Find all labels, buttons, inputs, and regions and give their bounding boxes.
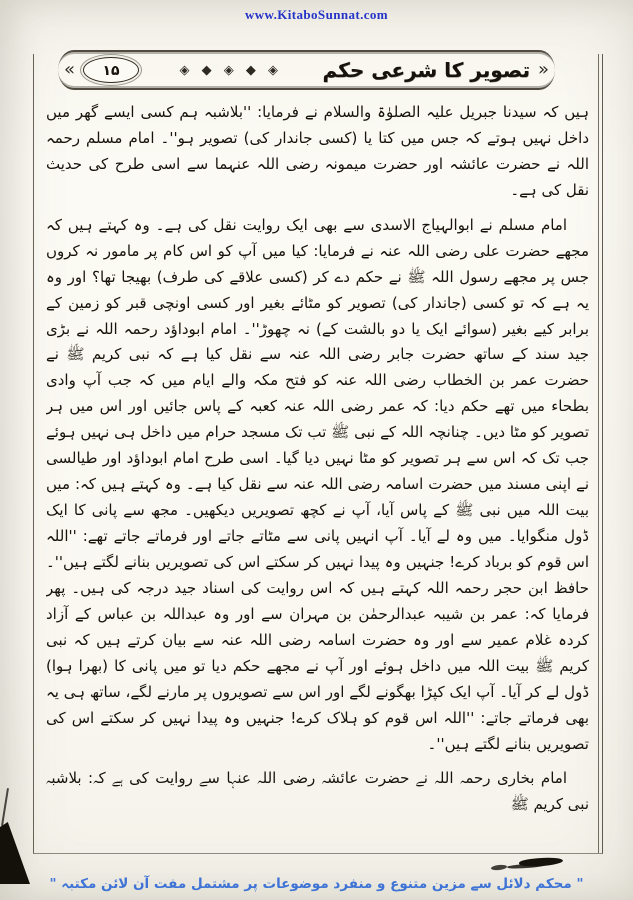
paragraph-bukhari-intro: امام بخاری رحمہ اللہ نے حضرت عائشہ رضی اللہ عنہا سے روایت کی ہے کہ: بلاشبہ نبی کریم ﷺ <box>46 769 589 814</box>
scan-smudge <box>519 856 563 867</box>
floral-ornament-divider: ◈ ◆ ◈ ◆ ◈ <box>179 62 283 78</box>
band-edge-ornament-left: » <box>64 59 76 80</box>
site-url: www.KitaboSunnat.com <box>244 7 389 22</box>
page-number-cartouche <box>83 57 139 83</box>
page-crease-line <box>1 788 9 826</box>
paragraph-hadith-narrations: امام مسلم نے ابوالہیاج الاسدی سے بھی ایک روایت نقل کی ہے۔ وہ کہتے ہیں کہ مجھے حضرت علی رضی اللہ عنہ نے فرمایا: کیا میں آپ کو اس کام پر مامور نہ کروں جس پر مجھے رسول اللہ ﷺ نے حکم دے کر (کسی علاقے کی طرف) بھیجا تھا؟ اور وہ یہ ہے کہ تو کسی (جاندار کی) تصویر کو مٹائے بغیر اور کسی اونچی قبر کو زمین کے برابر کیے بغیر (سوائے ایک یا دو بالشت کے) نہ چھوڑ''۔ امام ابوداؤد رحمہ اللہ نے بڑی جید سند کے ساتھ حضرت جابر رضی اللہ عنہ سے نقل کیا ہے کہ نبی کریم ﷺ نے حضرت عمر بن الخطاب رضی اللہ عنہ کو فتح مکہ والے ایام میں کہ جب آپ وادی بطحاء میں تھے حکم دیا: کہ عمر رضی اللہ عنہ کعبہ کے پاس جائیں اور اس میں ہر تصویر کو مٹا دیں۔ چنانچہ اللہ کے نبی ﷺ تب تک مسجد حرام میں داخل ہی نہیں ہوئے جب تک کہ اس سے ہر تصویر کو مٹا نہیں دیا گیا۔ اسی طرح امام ابوداؤد اور طیالسی نے اپنی مسند میں حضرت اسامہ رضی اللہ عنہ سے نقل کیا ہے۔ وہ کہتے ہیں کہ: میں بیت اللہ میں نبی ﷺ کے پاس آیا، آپ نے کچھ تصویریں دیکھیں۔ مجھ سے پانی کا ایک ڈول منگوایا۔ میں وہ لے آیا۔ آپ انہیں پانی سے مٹاتے جاتے اور فرماتے جاتے تھے: ''اللہ اس قوم کو برباد کرے! جنہیں وہ پیدا نہیں کر سکتے اس کی تصویریں بنانے لگتے ہیں''۔ حافظ ابن حجر رحمہ اللہ کہتے ہیں کہ اس روایت کی اسناد جید درجہ کی ہیں۔ پھر فرمایا کہ: عمر بن شیبہ عبدالرحمٰن بن مہران سے اور وہ عبداللہ بن عباس کے آزاد کردہ غلام عمیر سے اور وہ حضرت اسامہ رضی اللہ عنہ سے بیان کرتے ہیں کہ نبی کریم ﷺ بیت اللہ میں داخل ہوئے اور آپ نے مجھے حکم دیا تو میں پانی کا (بھرا ہوا) ڈول لے کر آیا۔ آپ ایک کپڑا بھگونے لگے اور اس سے تصویروں پر مارنے لگے، ساتھ ہی یہ بھی فرماتے جاتے: ''اللہ اس قوم کو ہلاک کرے! جنہیں وہ پیدا نہیں کر سکتے اس کی تصویریں بنانے لگتے ہیں''۔ <box>46 215 589 753</box>
book-title: تصویر کا شرعی حکم <box>322 58 530 82</box>
page-curl-artifact <box>0 822 30 884</box>
page-number: ۱۵ <box>102 62 120 79</box>
band-edge-ornament-right: « <box>537 59 549 80</box>
ornamental-header-band <box>58 50 555 90</box>
scan-smudge <box>491 864 507 871</box>
footer-tagline: " محکم دلائل سے مزین متنوع و منفرد موضوعات پر مشتمل مفت آن لائن مکتبہ " <box>49 876 584 892</box>
main-text-block <box>46 100 589 815</box>
paragraph-continuation: ہیں کہ سیدنا جبریل علیہ الصلوٰۃ والسلام نے فرمایا: ''بلاشبہ ہم کسی ایسے گھر میں داخل نہیں ہوتے کہ جس میں کتا یا (کسی جاندار کی) تصویر ہو''۔ امام مسلم رحمہ اللہ نے حضرت عائشہ اور حضرت میمونہ رضی اللہ عنہما سے اسی طرح کی حدیث نقل کی ہے۔ <box>46 103 589 199</box>
